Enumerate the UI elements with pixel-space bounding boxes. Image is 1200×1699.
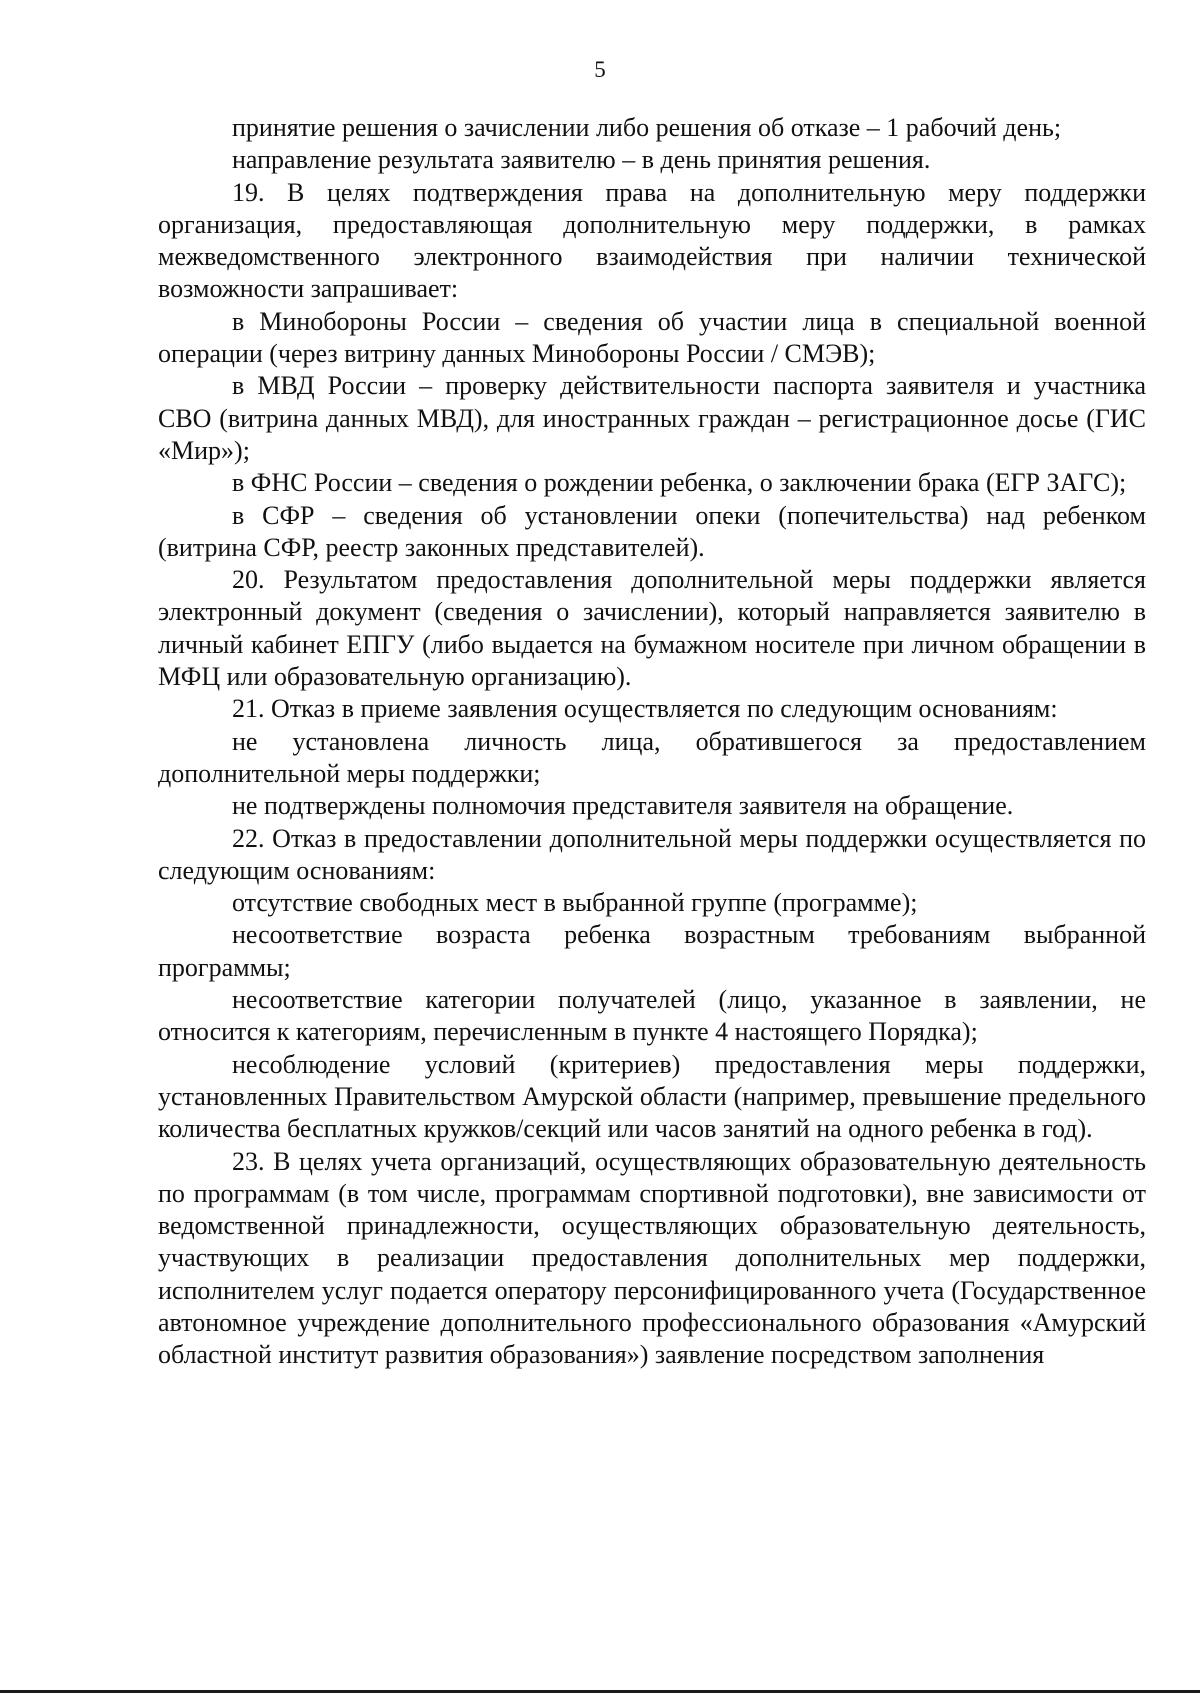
- paragraph-fns-request: в ФНС России – сведения о рождении ребенка, о заключении брака (ЕГР ЗАГС);: [232, 468, 1127, 498]
- paragraph-age-mismatch: несоответствие возраста ребенка возрастным требованиям выбранной программы;: [158, 920, 1146, 982]
- paragraph-item-19: 19. В целях подтверждения права на дополнительную меру поддержки организация, предоставляющая дополнительную меру поддержки, в рамках межведомственного электронного взаимодействия при наличии технической возможности запрашивает:: [158, 177, 1146, 304]
- paragraph-conditions-not-met: несоблюдение условий (критериев) предоставления меры поддержки, установленных Правительством Амурской области (например, превышение предельного количества бесплатных кружков/секций или часов занятий на одного ребенка в год).: [158, 1049, 1146, 1144]
- paragraph-no-free-places: отсутствие свободных мест в выбранной группе (программе);: [232, 888, 918, 918]
- paragraph-mod-request: в Минобороны России – сведения об участии лица в специальной военной операции (через витрину данных Минобороны России / СМЭВ);: [158, 306, 1146, 369]
- paragraph-identity-not-established: не установлена личность лица, обратившегося за предоставлением дополнительной меры поддержки;: [158, 726, 1146, 788]
- paragraph-authority-not-confirmed: не подтверждены полномочия представителя заявителя на обращение.: [232, 791, 1014, 821]
- paragraph-item-21: 21. Отказ в приеме заявления осуществляется по следующим основаниям:: [232, 694, 1058, 724]
- document-body: [158, 112, 1146, 1372]
- paragraph-mvd-request: в МВД России – проверку действительности паспорта заявителя и участника СВО (витрина данных МВД), для иностранных граждан – регистрационное досье (ГИС «Мир»);: [158, 371, 1146, 465]
- paragraph-item-23: 23. В целях учета организаций, осуществляющих образовательную деятельность по программам (в том числе, программам спортивной подготовки), вне зависимости от ведомственной принадлежности, осуществляющих образовательную деятельность, участвующих в реализации предоставления дополнительных мер поддержки, исполнителем услуг подается оператору персонифицированного учета (Государственное автономное учреждение дополнительного профессионального образования «Амурский областной институт развития образования») заявление посредством заполнения: [158, 1146, 1146, 1370]
- paragraph-category-mismatch: несоответствие категории получателей (лицо, указанное в заявлении, не относится к категориям, перечисленным в пункте 4 настоящего Порядка);: [158, 985, 1146, 1047]
- paragraph-decision-term: принятие решения о зачислении либо решения об отказе – 1 рабочий день;: [232, 113, 1062, 142]
- paragraph-item-20: 20. Результатом предоставления дополнительной меры поддержки является электронный документ (сведения о зачислении), который направляется заявителю в личный кабинет ЕПГУ (либо выдается на бумажном носителе при личном обращении в МФЦ или образовательную организацию).: [158, 565, 1146, 692]
- bottom-border-line: [0, 1690, 1200, 1693]
- paragraph-item-22: 22. Отказ в предоставлении дополнительной меры поддержки осуществляется по следующим основаниям:: [158, 823, 1146, 885]
- paragraph-sfr-request: в СФР – сведения об установлении опеки (попечительства) над ребенком (витрина СФР, реестр законных представителей).: [158, 500, 1146, 562]
- paragraph-result-delivery: направление результата заявителю – в день принятия решения.: [232, 145, 931, 175]
- page-number: 5: [594, 57, 606, 82]
